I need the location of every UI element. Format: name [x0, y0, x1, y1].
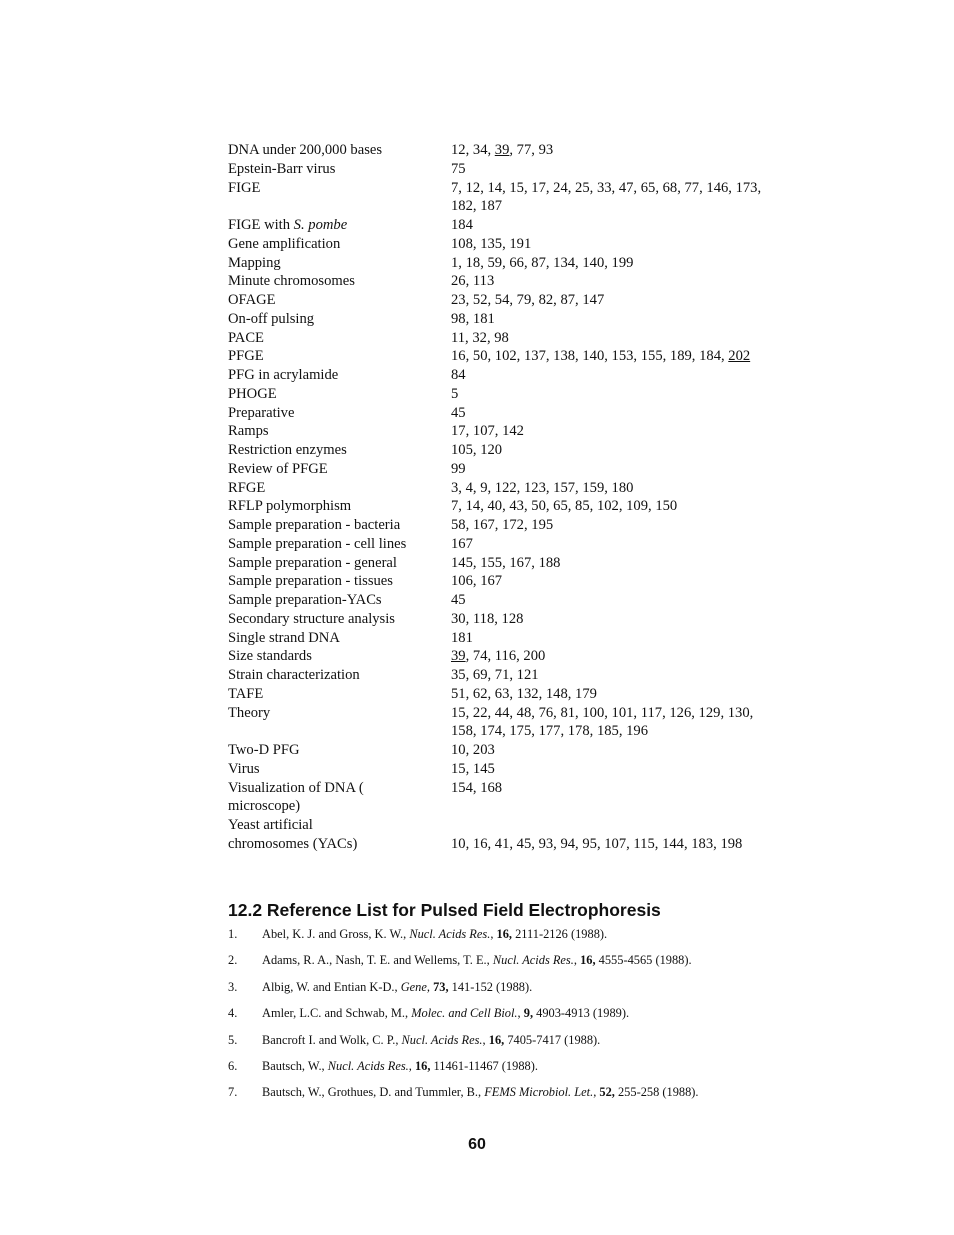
index-pages: 7, 14, 40, 43, 50, 65, 85, 102, 109, 150 [451, 498, 678, 515]
section-heading: 12.2 Reference List for Pulsed Field Electrophoresis [228, 900, 661, 920]
index-row [228, 572, 768, 591]
index-term: Sample preparation-YACs [228, 592, 382, 608]
index-pages: 184 [451, 217, 473, 233]
index-pages: 5 [451, 385, 459, 402]
index-row [228, 779, 768, 817]
reference-item [228, 1084, 868, 1110]
reference-item [228, 1058, 868, 1084]
index-pages: 58, 167, 172, 195 [451, 517, 554, 533]
index-term: Two-D PFG [228, 742, 300, 758]
reference-text: Amler, L.C. and Schwab, M., Molec. and Cell Biol., 9, 4903-4913 (1989). [262, 1006, 630, 1021]
index-pages: 39, 74, 116, 200 [451, 648, 546, 665]
index-term: Sample preparation - cell lines [228, 535, 407, 552]
index-row [228, 441, 768, 460]
index-row [228, 535, 768, 554]
index-pages: 154, 168 [451, 779, 503, 796]
index-pages: 181 [451, 629, 473, 646]
reference-number: 7. [228, 1085, 238, 1100]
index-term: PFGE [228, 348, 264, 365]
index-row [228, 179, 768, 217]
index-term: Size standards [228, 648, 312, 665]
reference-item [228, 926, 868, 952]
index-row [228, 366, 768, 385]
index-pages: 12, 34, 39, 77, 93 [451, 142, 554, 158]
index-term: FIGE [228, 179, 261, 196]
index-row [228, 816, 768, 835]
index-pages: 11, 32, 98 [451, 329, 509, 346]
index-row [228, 666, 768, 685]
index-term: Epstein-Barr virus [228, 160, 336, 177]
index-pages: 45 [451, 592, 466, 608]
index-term: Virus [228, 760, 260, 777]
index-row [228, 479, 768, 498]
index-pages: 30, 118, 128 [451, 610, 524, 627]
index-pages: 106, 167 [451, 573, 503, 590]
index-term: RFGE [228, 479, 266, 496]
index-term: Minute chromosomes [228, 273, 355, 290]
reference-number: 3. [228, 979, 238, 994]
index-term: Review of PFGE [228, 460, 328, 477]
index-term: Sample preparation - general [228, 554, 397, 571]
index-pages [451, 816, 768, 835]
index-term: Strain characterization [228, 667, 360, 683]
index-row [228, 141, 768, 160]
index-pages: 17, 107, 142 [451, 423, 524, 440]
index-pages: 23, 52, 54, 79, 82, 87, 147 [451, 292, 605, 308]
index-pages: 75 [451, 160, 466, 177]
index-term: RFLP polymorphism [228, 498, 352, 515]
index-row [228, 310, 768, 329]
reference-number: 1. [228, 927, 238, 941]
index-row [228, 254, 768, 273]
index-pages: 10, 16, 41, 45, 93, 94, 95, 107, 115, 144, 183, 198 [451, 835, 743, 852]
index-pages: 84 [451, 367, 466, 383]
index-row [228, 160, 768, 179]
index-term: Preparative [228, 404, 295, 421]
index-row [228, 760, 768, 779]
reference-number: 6. [228, 1058, 238, 1073]
index-term: PHOGE [228, 385, 277, 402]
index-row [228, 685, 768, 704]
index-row [228, 347, 768, 366]
index-row [228, 422, 768, 441]
index-row [228, 385, 768, 404]
reference-number: 5. [228, 1032, 238, 1047]
index-term: Single strand DNA [228, 629, 340, 646]
index-row [228, 610, 768, 629]
index-pages: 35, 69, 71, 121 [451, 667, 539, 683]
index-pages: 7, 12, 14, 15, 17, 24, 25, 33, 47, 65, 68, 77, 146, 173, 182, 187 [451, 179, 762, 215]
index-term: PACE [228, 329, 264, 346]
index-pages: 167 [451, 535, 473, 552]
index-row [228, 741, 768, 760]
index-term: Gene amplification [228, 235, 341, 252]
index-term: Theory [228, 704, 271, 721]
reference-text: Abel, K. J. and Gross, K. W., Nucl. Acids Res., 16, 2111-2126 (1988). [262, 927, 608, 941]
reference-text: Albig, W. and Entian K-D., Gene, 73, 141-152 (1988). [262, 979, 533, 994]
index-term: Sample preparation - bacteria [228, 517, 401, 533]
reference-text: Bancroft I. and Wolk, C. P., Nucl. Acids Res., 16, 7405-7417 (1988). [262, 1032, 601, 1047]
index-term: DNA under 200,000 bases [228, 142, 383, 158]
index-row [228, 497, 768, 516]
index-pages: 16, 50, 102, 137, 138, 140, 153, 155, 189, 184, 202 [451, 348, 751, 365]
index-row [228, 647, 768, 666]
index-row [228, 460, 768, 479]
index-pages: 15, 145 [451, 760, 495, 777]
reference-text: Bautsch, W., Grothues, D. and Tummler, B., FEMS Microbiol. Let., 52, 255-258 (1988). [262, 1085, 699, 1100]
index-pages: 1, 18, 59, 66, 87, 134, 140, 199 [451, 254, 634, 271]
index-term: OFAGE [228, 292, 276, 308]
reference-list [228, 926, 868, 1111]
index-pages: 15, 22, 44, 48, 76, 81, 100, 101, 117, 126, 129, 130, 158, 174, 175, 177, 178, 185, 196 [451, 704, 754, 740]
index-pages: 145, 155, 167, 188 [451, 554, 561, 571]
index-row [228, 291, 768, 310]
index-term: TAFE [228, 685, 264, 702]
index-term: Sample preparation - tissues [228, 573, 393, 590]
index-pages: 99 [451, 460, 466, 477]
reference-text: Bautsch, W., Nucl. Acids Res., 16, 11461-11467 (1988). [262, 1058, 538, 1073]
index-pages: 51, 62, 63, 132, 148, 179 [451, 685, 597, 702]
reference-number: 2. [228, 953, 238, 968]
index-term: Secondary structure analysis [228, 610, 395, 627]
index-pages: 3, 4, 9, 122, 123, 157, 159, 180 [451, 479, 634, 496]
index-row [228, 404, 768, 423]
index-row [228, 329, 768, 348]
index-row [228, 554, 768, 573]
index-pages: 26, 113 [451, 273, 495, 290]
reference-item [228, 952, 868, 978]
index-term: Restriction enzymes [228, 442, 347, 458]
index-pages: 98, 181 [451, 310, 495, 327]
index-pages: 45 [451, 404, 466, 421]
index-term: Mapping [228, 254, 281, 271]
index-term: FIGE with S. pombe [228, 217, 348, 233]
index-pages: 108, 135, 191 [451, 235, 532, 252]
index-term: chromosomes (YACs) [228, 835, 358, 852]
reference-item [228, 1005, 868, 1031]
page-number: 60 [468, 1136, 486, 1153]
reference-text: Adams, R. A., Nash, T. E. and Wellems, T. E., Nucl. Acids Res., 16, 4555-4565 (1988). [262, 953, 692, 968]
index-row [228, 591, 768, 610]
index-pages: 105, 120 [451, 442, 503, 458]
reference-item [228, 979, 868, 1005]
index-term: PFG in acrylamide [228, 367, 339, 383]
index-term: On-off pulsing [228, 310, 315, 327]
index-term: Ramps [228, 423, 269, 440]
index-row [228, 629, 768, 648]
reference-item [228, 1032, 868, 1058]
index-row [228, 216, 768, 235]
index-row [228, 516, 768, 535]
reference-number: 4. [228, 1006, 238, 1021]
index-term: Visualization of DNA ( microscope) [228, 779, 364, 815]
index-term: Yeast artificial [228, 817, 313, 833]
index-row [228, 235, 768, 254]
index-row [228, 704, 768, 742]
index-pages: 10, 203 [451, 742, 495, 758]
subject-index [228, 141, 768, 854]
index-row [228, 835, 768, 854]
index-row [228, 272, 768, 291]
